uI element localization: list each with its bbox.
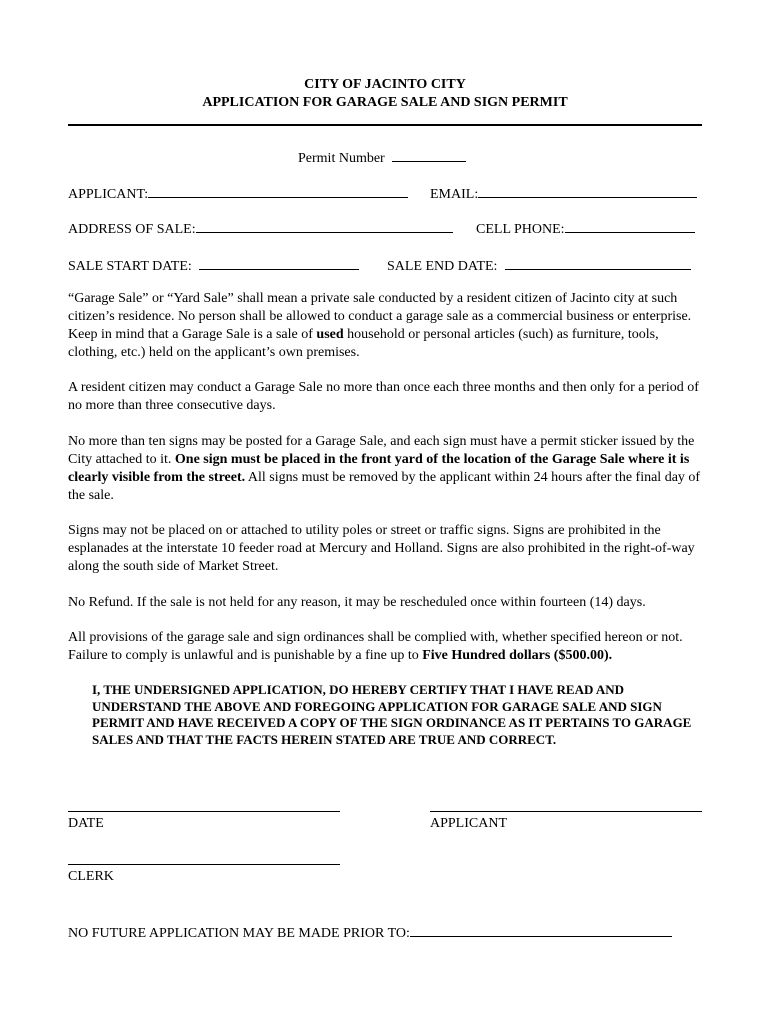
no-future-label: NO FUTURE APPLICATION MAY BE MADE PRIOR TO: xyxy=(68,926,410,941)
signs-paragraph xyxy=(68,433,708,505)
address-field[interactable] xyxy=(196,218,453,233)
applicant-field[interactable] xyxy=(148,183,408,198)
clerk-label: CLERK xyxy=(68,869,114,884)
end-date-row xyxy=(387,255,691,276)
date-signature-line[interactable] xyxy=(68,811,340,812)
applicant-label: APPLICANT: xyxy=(68,187,149,202)
provisions-text: All provisions of the garage sale and sign ordinances shall be complied with, whether specified hereon or not. Failure to comply is unlawful and is punishable by a fine up to xyxy=(68,630,683,663)
frequency-paragraph: A resident citizen may conduct a Garage Sale no more than once each three months and then only for a period of no more than three consecutive days. xyxy=(68,380,699,413)
date-label: DATE xyxy=(68,816,104,831)
no-future-date-field[interactable] xyxy=(410,922,672,937)
permit-number-label: Permit Number xyxy=(298,151,385,166)
permit-number-row xyxy=(298,147,466,168)
start-date-label: SALE START DATE: xyxy=(68,259,192,274)
end-date-field[interactable] xyxy=(505,255,691,270)
definition-paragraph xyxy=(68,290,708,362)
definition-text: “Garage Sale” or “Yard Sale” shall mean a private sale conducted by a resident citizen of Jacinto city at such citizen’s residence. No person shall be allowed to conduct a garage sale as a commercial business or enterprise. Keep in mind that a Garage Sale is a sale of xyxy=(68,291,692,342)
cell-phone-label: CELL PHONE: xyxy=(476,222,565,237)
form-title: APPLICATION FOR GARAGE SALE AND SIGN PERMIT xyxy=(202,95,568,110)
refund-paragraph: No Refund. If the sale is not held for any reason, it may be rescheduled once within fourteen (14) days. xyxy=(68,595,646,610)
placement-paragraph: Signs may not be placed on or attached to utility poles or street or traffic signs. Signs are prohibited in the esplanades at the interstate 10 feeder road at Mercury and Holland. Signs are also prohibited in the right-of-way along the south side of Market Street. xyxy=(68,523,695,574)
cell-phone-field[interactable] xyxy=(565,218,695,233)
clerk-signature-line[interactable] xyxy=(68,864,340,865)
start-date-row xyxy=(68,255,359,276)
fine-amount: Five Hundred dollars ($500.00). xyxy=(422,648,613,663)
applicant-signature-label: APPLICANT xyxy=(430,816,508,831)
email-row xyxy=(430,183,697,204)
email-field[interactable] xyxy=(478,183,697,198)
certification-statement: I, THE UNDERSIGNED APPLICATION, DO HEREBY CERTIFY THAT I HAVE READ AND UNDERSTAND THE ABOVE AND FOREGOING APPLICATION FOR GARAGE SALE AND SIGN PERMIT AND HAVE RECEIVED A COPY OF THE SIGN ORDINANCE AS IT PERTAINS TO GARAGE SALES AND THAT THE FACTS HEREIN STATED ARE TRUE AND CORRECT. xyxy=(92,682,692,747)
signs-text: No more than ten signs may be posted for a Garage Sale, and each sign must have a permit sticker issued by the City attached to it. xyxy=(68,434,695,467)
end-date-label: SALE END DATE: xyxy=(387,259,498,274)
email-label: EMAIL: xyxy=(430,187,479,202)
definition-text-end: household or personal articles (such) as furniture, tools, clothing, etc.) held on the applicant’s own premises. xyxy=(68,327,659,360)
header-rule xyxy=(68,124,702,126)
no-future-row xyxy=(68,922,672,943)
signs-emphasis: One sign must be placed in the front yard of the location of the Garage Sale where it is clearly visible from the street. xyxy=(68,452,690,485)
signs-text-end: All signs must be removed by the applicant within 24 hours after the final day of the sale. xyxy=(68,470,701,503)
address-label: ADDRESS OF SALE: xyxy=(68,222,196,237)
start-date-field[interactable] xyxy=(199,255,359,270)
city-heading: CITY OF JACINTO CITY xyxy=(304,77,466,92)
provisions-paragraph xyxy=(68,629,708,665)
definition-emphasis: used xyxy=(316,327,344,342)
address-row xyxy=(68,218,453,239)
applicant-row xyxy=(68,183,408,204)
permit-number-field[interactable] xyxy=(392,147,466,162)
cell-phone-row xyxy=(476,218,695,239)
applicant-signature-line[interactable] xyxy=(430,811,702,812)
